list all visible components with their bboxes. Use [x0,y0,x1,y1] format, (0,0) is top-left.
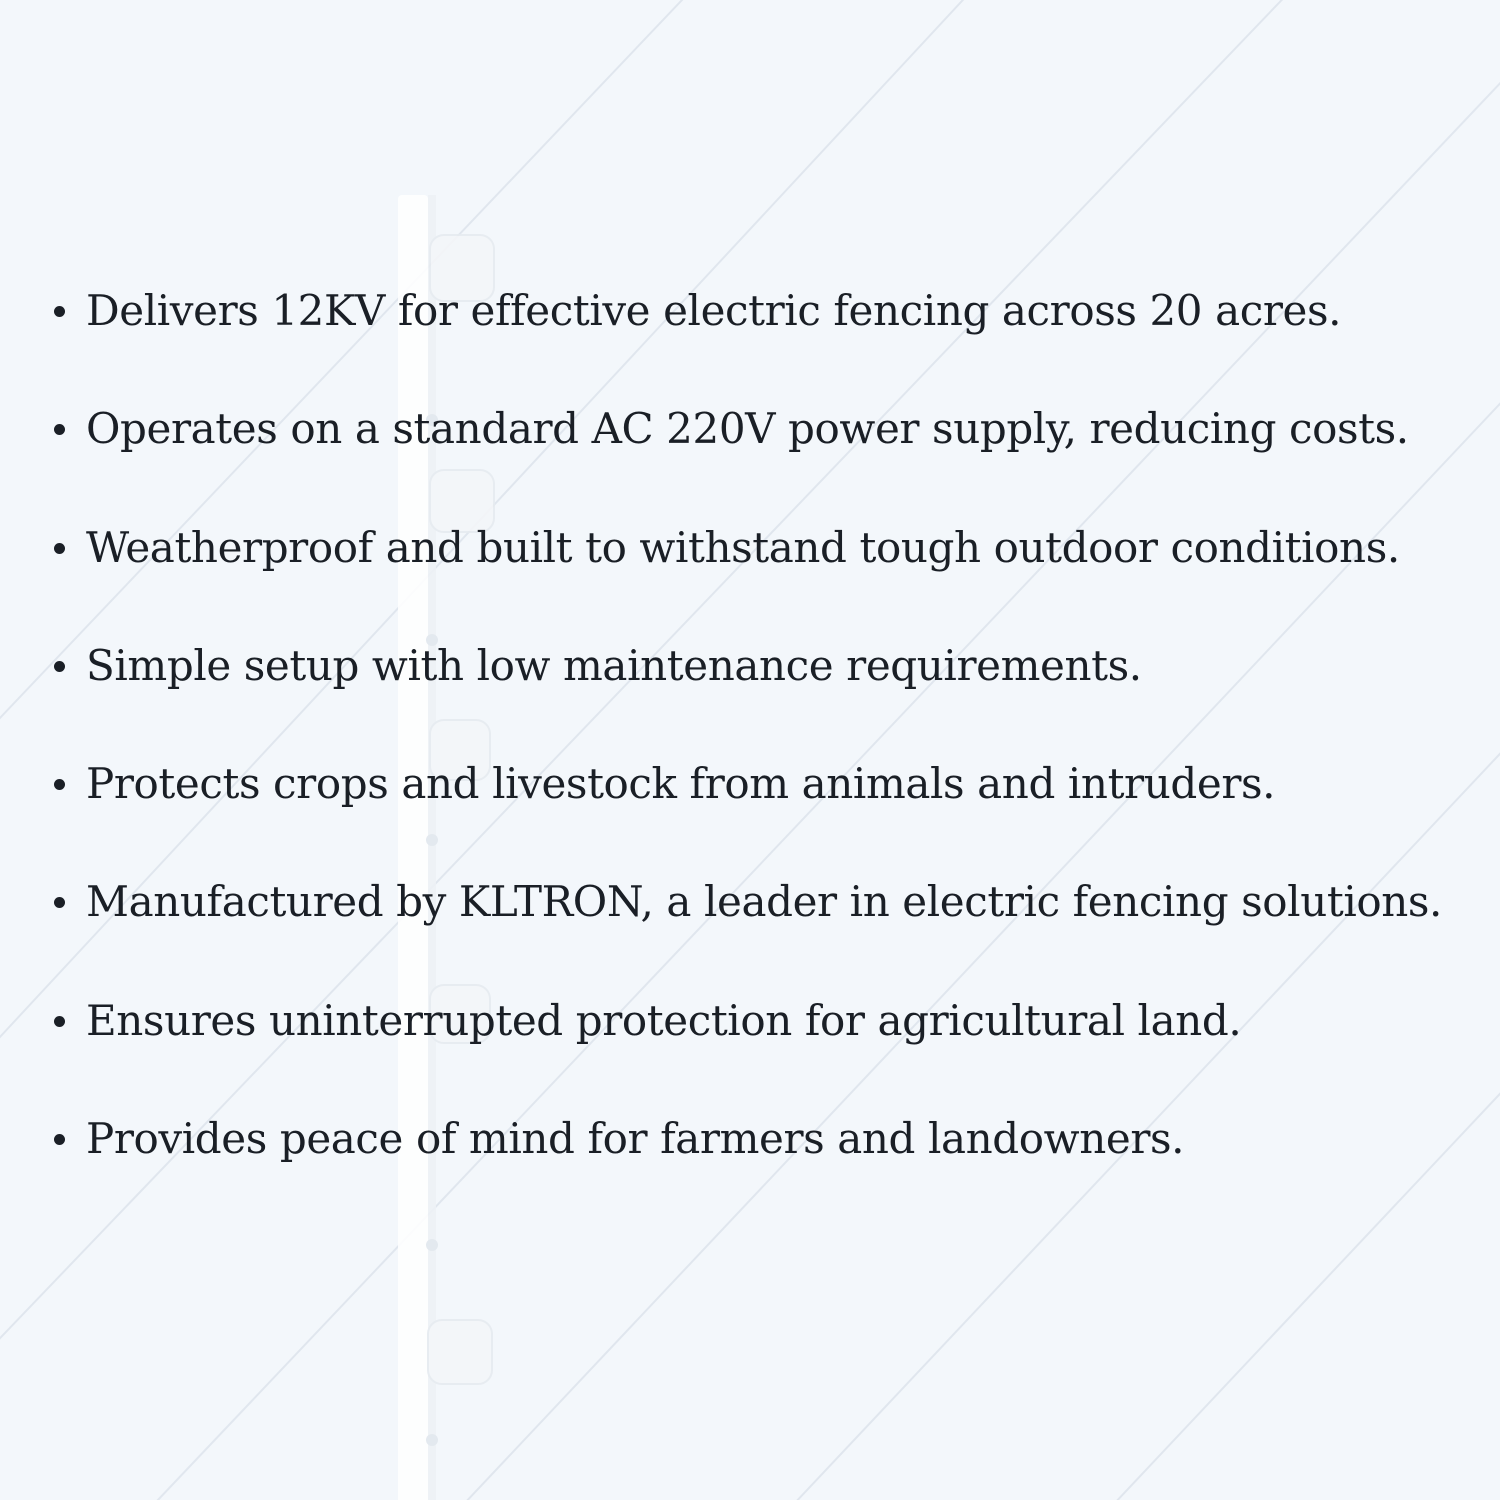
feature-text: Protects crops and livestock from animals and intruders. [86,759,1276,809]
bullet-icon [54,1134,65,1145]
feature-text: Ensures uninterrupted protection for agricultural land. [86,995,1242,1045]
feature-item [48,870,1488,988]
feature-text: Manufactured by KLTRON, a leader in electric fencing solutions. [86,877,1443,927]
bullet-icon [54,661,65,672]
feature-item [48,516,1488,634]
feature-text: Delivers 12KV for effective electric fencing across 20 acres. [86,286,1342,335]
bullet-icon [54,306,65,317]
feature-item [48,279,1488,397]
bullet-icon [54,779,65,790]
bullet-icon [54,897,65,908]
feature-item [48,634,1488,752]
bullet-icon [54,424,65,435]
bullet-icon [54,1016,65,1027]
bullet-icon [54,543,65,554]
feature-item [48,1107,1488,1225]
feature-item [48,752,1488,870]
feature-text: Provides peace of mind for farmers and landowners. [86,1114,1185,1164]
feature-item [48,397,1488,515]
feature-text: Weatherproof and built to withstand tough outdoor conditions. [86,522,1400,572]
feature-text: Simple setup with low maintenance requirements. [86,640,1142,690]
feature-item [48,989,1488,1107]
feature-list [48,279,1488,1225]
feature-text: Operates on a standard AC 220V power supply, reducing costs. [86,404,1409,454]
